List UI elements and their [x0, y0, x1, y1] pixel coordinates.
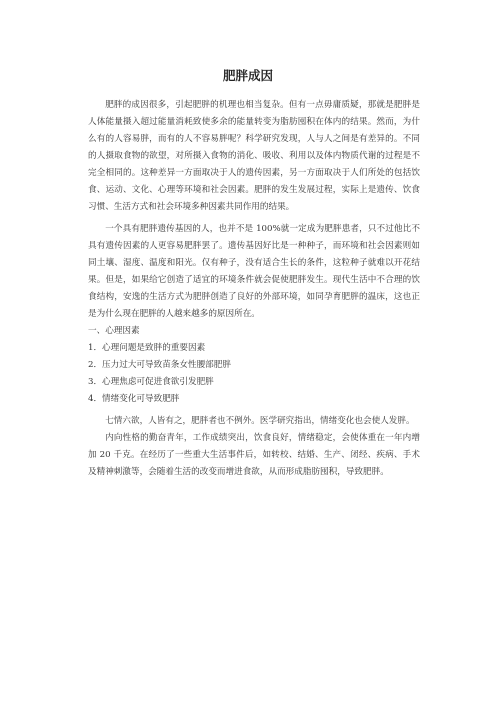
list-item: 3．心理焦虑可促进食欲引发肥胖: [88, 377, 214, 387]
paragraph: 一个具有肥胖遗传基因的人，也并不是 100%就一定成为肥胖患者，只不过他比不具有遗传因素的人更容易肥胖罢了。遗传基因好比是一种种子，而环境和社会因素则如同土壤、湿度、温度和阳光。仅有种子，没有适合生长的条件，这粒种子就难以开花结果。但是，如果给它创造了适宜的环境条件就会促使肥胖发生。现代生活中不合理的饮食结构，安逸的生活方式为肥胖创造了良好的外部环境，如同孕育肥胖的温床，这也正是为什么现在肥胖的人越来越多的原因所在。: [88, 224, 420, 319]
section-heading: 一、心理因素: [88, 326, 140, 336]
paragraph: 七情六欲，人皆有之，肥胖者也不例外。医学研究指出，情绪变化也会使人发胖。: [105, 416, 415, 426]
paragraph: 内向性格的勤奋青年，工作成绩突出，饮食良好，情绪稳定，会使体重在一年内增加 20 千克。在经历了一些重大生活事件后，如转校、结婚、生产、闭经、疾病、手术及精神刺激等，会随着生活的改变而增进食欲，从而形成脂肪囤积，导致肥胖。: [88, 433, 420, 477]
list-item: 4．情绪变化可导致肥胖: [88, 394, 180, 404]
paragraph: 肥胖的成因很多，引起肥胖的机理也相当复杂。但有一点毋庸质疑，那就是肥胖是人体能量摄入超过能量消耗致使多余的能量转变为脂肪囤积在体内的结果。然而，为什么有的人容易胖，而有的人不容易胖呢？科学研究发现，人与人之间是有差异的。不同的人摄取食物的欲望，对所摄入食物的消化、吸收、利用以及体内物质代谢的过程是不完全相同的。这种差异一方面取决于人的遗传因素，另一方面取决于人们所处的包括饮食、运动、文化、心理等环境和社会因素。肥胖的发生发展过程，实际上是遗传、饮食习惯、生活方式和社会环境多种因素共同作用的结果。: [88, 100, 420, 212]
list-item: 1．心理问题是致胖的重要因素: [88, 343, 206, 353]
document-body: [88, 97, 420, 481]
page-title: 肥胖成因: [222, 68, 273, 83]
list-item: 2．压力过大可导致苗条女性腰部肥胖: [88, 360, 231, 370]
